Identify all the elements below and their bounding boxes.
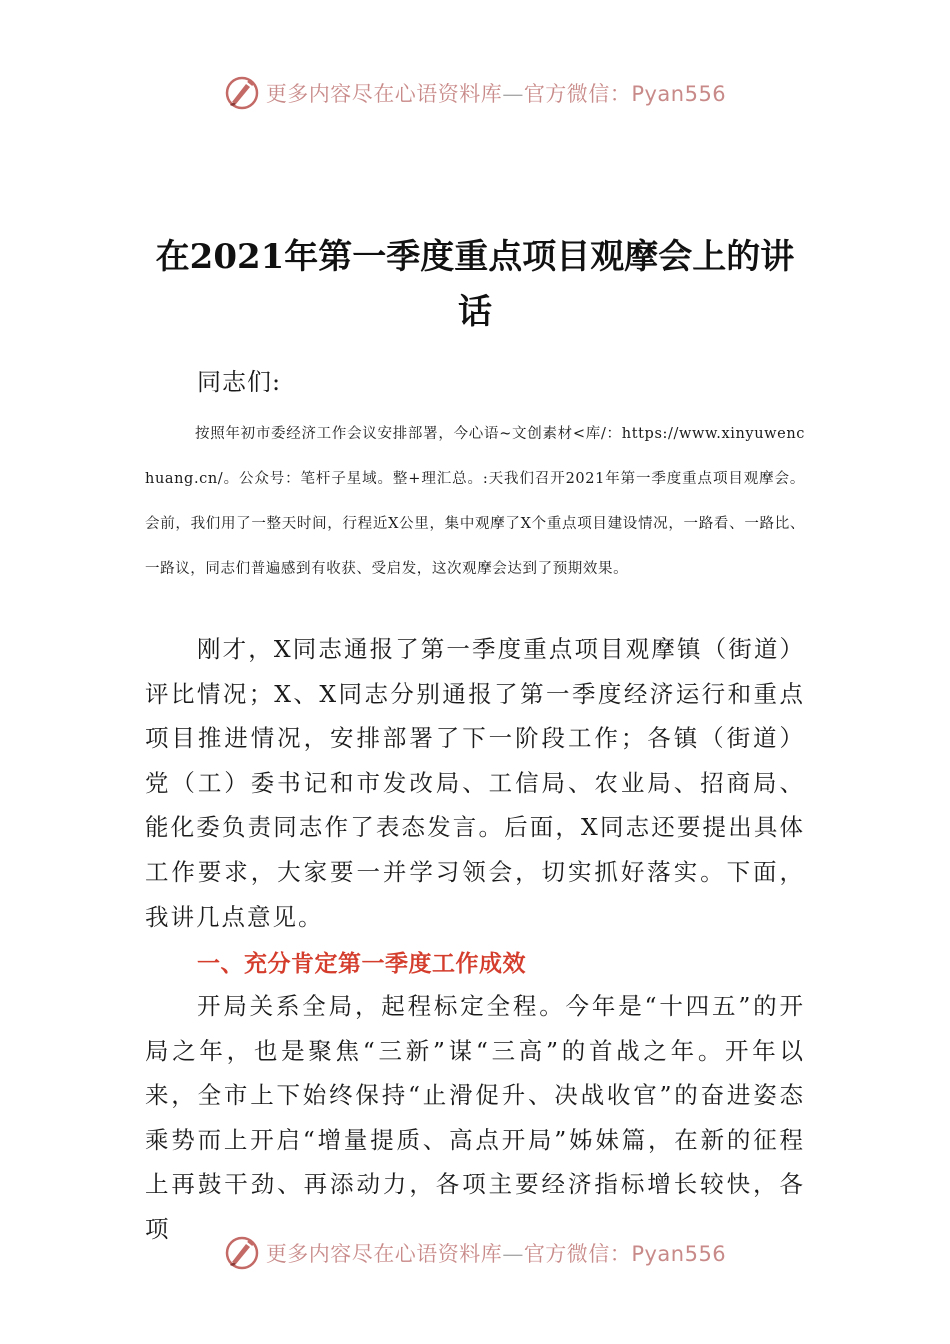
watermark-text: 更多内容尽在心语资料库 (265, 1242, 503, 1266)
watermark-banner-bottom (0, 1233, 950, 1273)
watermark-separator: — (502, 1242, 524, 1266)
watermark-separator: — (502, 82, 524, 106)
watermark-wechat-id: Pyan556 (631, 1242, 727, 1266)
section-1-heading: 一、充分肯定第一季度工作成效 (197, 951, 526, 977)
watermark-text: 更多内容尽在心语资料库 (265, 82, 503, 106)
brush-logo-icon (224, 1235, 260, 1271)
paragraph-1: 按照年初市委经济工作会议安排部署，今心语~文创素材<库/：https://www.xinyuwenchuang.cn/。公众号：笔杆子星域。整+理汇总。:天我们召开2021年第一季度重点项目观摩会。会前，我们用了一整天时间，行程近X公里，集中观摩了X个重点项目建设情况，一路看、一路比、一路议，同志们普遍感到有收获、受启发，这次观摩会达到了预期效果。 (145, 426, 805, 577)
watermark-wechat-id: Pyan556 (631, 82, 727, 106)
watermark-wechat-label: 官方微信： (523, 1242, 632, 1266)
brush-logo-icon (224, 75, 260, 111)
paragraph-3: 开局关系全局，起程标定全程。今年是“十四五”的开局之年，也是聚焦“三新”谋“三高”的首战之年。开年以来，全市上下始终保持“止滑促升、决战收官”的奋进姿态乘势而上开启“增量提质、高点开局”姊妹篇，在新的征程上再鼓干劲、再添动力，各项主要经济指标增长较快，各项 (145, 992, 805, 1243)
watermark-banner-top (0, 73, 950, 113)
document-title: 在2021年第一季度重点项目观摩会上的讲话 (155, 237, 795, 332)
watermark-wechat-label: 官方微信： (523, 82, 632, 106)
salutation: 同志们: (197, 368, 282, 396)
paragraph-2: 刚才，X同志通报了第一季度重点项目观摩镇（街道）评比情况；X、X同志分别通报了第一季度经济运行和重点项目推进情况，安排部署了下一阶段工作；各镇（街道）党（工）委书记和市发改局、工信局、农业局、招商局、能化委负责同志作了表态发言。后面，X同志还要提出具体工作要求，大家要一并学习领会，切实抓好落实。下面，我讲几点意见。 (145, 635, 805, 931)
